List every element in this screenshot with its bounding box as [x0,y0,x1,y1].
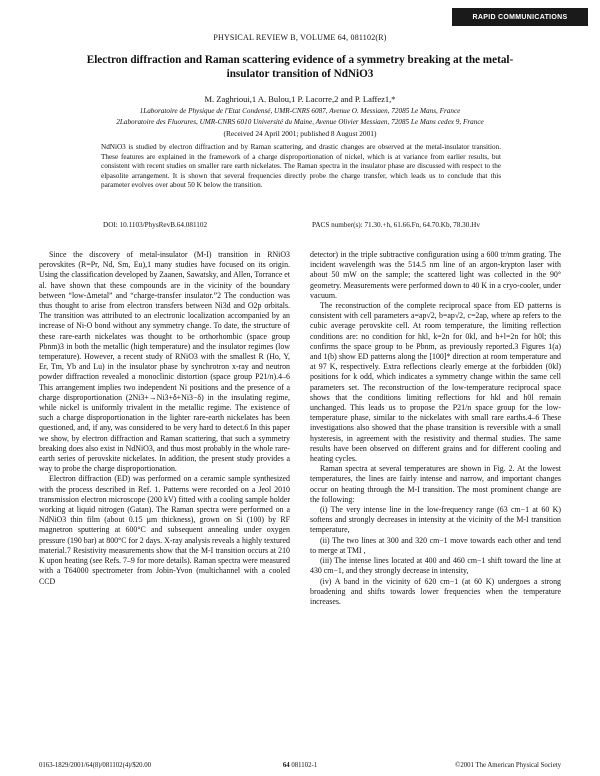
list-item: (ii) The two lines at 300 and 320 cm−1 move towards each other and tend to merge at TMI , [310,535,561,555]
list-item: (iii) The intense lines located at 400 and 460 cm−1 shift toward the line at 430 cm−1, and they strongly decrease in intensity, [310,556,561,576]
pacs-numbers: PACS number(s): 71.30.+h, 61.66.Fn, 64.70.Kb, 78.30.Hv [312,221,480,229]
received-date: (Received 24 April 2001; published 8 August 2001) [223,129,377,138]
rapid-communications-badge: RAPID COMMUNICATIONS [452,8,588,26]
article-title: Electron diffraction and Raman scattering evidence of a symmetry breaking at the metal-insulator transition of NdNiO3 [86,54,514,80]
right-column [310,250,561,607]
list-item: (iv) A band in the vicinity of 620 cm−1 (at 60 K) undergoes a strong broadening and shifts towards lower frequencies when the temperature increases. [310,576,561,606]
body-paragraph: Electron diffraction (ED) was performed on a ceramic sample synthesized with the process described in Ref. 1. Patterns were recorded on a Jeol 2010 transmission electron microscope (200 kV) fitted with a cooling sample holder working at liquid nitrogen (Gatan). The Raman spectra were performed on a NdNiO3 thin film (about 0.15 μm thickness), grown on Si (100) by RF magnetron sputtering at 600°C and subsequent annealing under oxygen pressure (190 bar) at 800°C for 2 days. X-ray analysis reveals a highly textured material.7 Resistivity measurements show that the M-I transition occurs at 210 K upon heating (see Refs. 7–9 for more details). Raman spectra were measured with a T64000 spectrometer from Jobin-Yvon (multichannel with a cooled CCD [39,474,290,586]
doi-link[interactable]: DOI: 10.1103/PhysRevB.64.081102 [103,221,208,229]
body-paragraph: detector) in the triple subtractive configuration using a 600 tr/mm grating. The incident wavelength was the 514.5 nm line of an argon-krypton laser with about 50 mW on the sample; the scattered light was collected in the 90° geometry. Measurements were performed down to 40 K in a cryo-cooler, under vacuum. [310,250,561,300]
publisher-copyright: ©2001 The American Physical Society [455,762,561,769]
body-paragraph: The reconstruction of the complete reciprocal space from ED patterns is consistent with cell parameters a=ap√2, b=ap√2, c=2ap, where ap refers to the cubic average perovskite cell. At room temperature, the limiting reflection conditions are: no condition for hkl, k=2n for 0kl, and h+l=2n for h0l; this confirms the space group to be Pbnm, as previously reported.3 Figures 1(a) and 1(b) show ED patterns along the [100]* direction at room temperature and at 97 K, respectively. Extra reflections clearly emerge at the forbidden (0kl) positions for k odd, which indicates a symmetry change within the same cell parameters set. The reconstruction of the low-temperature reciprocal space shows that the conditions limiting reflections for hkl and h0l remain unchanged. This leads us to propose the P21/n space group for the low-temperature phase, similar to the nickelates with small rare earths.4–6 These investigations also showed that the phase transition is reversible with a small hysteresis, in agreement with the resistivity and thermal studies. The same results have been observed on different grains and for different cooling and heating cycles. [310,301,561,464]
left-column [39,250,290,587]
journal-header: PHYSICAL REVIEW B, VOLUME 64, 081102(R) [213,33,387,42]
affiliation-2: 2Laboratoire des Fluorures, UMR-CNRS 6010 Université du Maine, Avenue Olivier Messiaen, 72085 Le Mans cedex 9, France [116,118,484,126]
copyright-code: 0163-1829/2001/64(8)/081102(4)/$20.00 [39,762,152,769]
body-paragraph: Since the discovery of metal-insulator (M-I) transition in RNiO3 perovskites (R=Pr, Nd, Sm, Eu),1 many studies have focused on its origin. Using the classification developed by Zaanen, Sawatsky, and Allen, Torrance et al. have shown that these compounds are in the vicinity of the boundary between “low-Δmetal” and “charge-transfer insulator.”2 The conduction was thus thought to arise from electron transfers between Ni3d and O2p orbitals. The transition was attributed to an electronic localization accompanied by an increase of Ni-O bond without any symmetry change. To date, the structure of these rare-earth nickelates was thought to be orthorhombic (space group Pbnm)3 in both the metallic (high temperature) and the insulator regimes (low temperature). However, a recent study of RNiO3 with the smallest R (Ho, Y, Er, Tm, Yb and Lu) in the insulator phase by synchrotron x-ray and neutron powder diffraction revealed a monoclinic distortion (space group P21/n).4–6 This arrangement implies two independent Ni positions and the presence of a charge disproportionation (2Ni3+→Ni3+δ+Ni3−δ) in the insulating regime, while nickel is uniformly trivalent in the metallic regime. The existence of such a charge disproportionation in the lighter rare-earth nickelates has been questioned, and, if any, was considered to be very hard to detect.6 In this paper we show, by electron diffraction and Raman scattering, that such a symmetry breaking does also exist in NdNiO3, and thus most probably in the whole rare-earth series of perovskite nickelates. In addition, the present study provides a way to probe the charge disproportionation. [39,250,290,474]
abstract: NdNiO3 is studied by electron diffraction and by Raman scattering, and drastic changes are observed at the metal-insulator transition. These features are explained in the framework of a charge disproportionation of nickel, which is at variance from earlier results, but consistent with recent studies on smaller rare earth nickelates. The Raman spectra in the insulator phase are discussed with respect to the elpasolite arrangement. It is shown that several frequencies directly probe the charge transfer, which leads us to conclude that this parameter evolves over about 50 K below the transition. [101,143,501,190]
author-list: M. Zaghrioui,1 A. Bulou,1 P. Lacorre,2 and P. Laffez1,* [204,94,396,104]
affiliation-1: 1Laboratoire de Physique de l'Etat Condensé, UMR-CNRS 6087, Avenue O. Messiaen, 72085 Le Mans, France [139,107,461,115]
volume-number: 64 [282,762,290,769]
page-id: 081102-1 [289,762,318,769]
list-item: (i) The very intense line in the low-frequency range (63 cm−1 at 60 K) softens and strongly decreases in intensity at the vicinity of the M-I transition temperature, [310,505,561,535]
body-paragraph: Raman spectra at several temperatures are shown in Fig. 2. At the lowest temperatures, the lines are fairly intense and narrow, and important changes occur on heating through the M-I transition. The most prominent change are the following: [310,464,561,504]
